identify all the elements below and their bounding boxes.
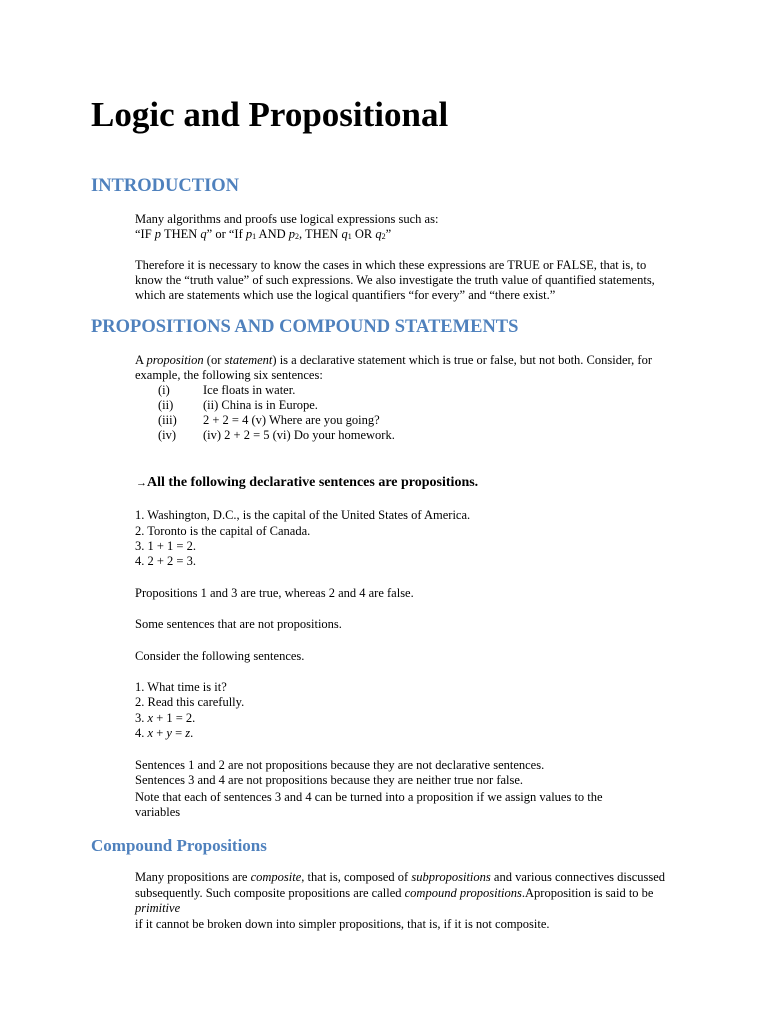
section-heading-propositions: PROPOSITIONS AND COMPOUND STATEMENTS [91, 317, 519, 337]
compound-line: if it cannot be broken down into simpler propositions, that is, if it is not composite. [135, 917, 550, 931]
bold-statement: →All the following declarative sentences are propositions. [136, 475, 479, 490]
list-number: (iv) [158, 428, 177, 442]
note-line: Sentences 3 and 4 are not propositions because they are neither true nor false. [135, 773, 524, 787]
sentence-item: 1. What time is it? [135, 680, 227, 694]
numbered-item: 1. Washington, D.C., is the capital of the United States of America. [135, 508, 471, 522]
compound-line: primitive [135, 901, 181, 915]
list-item: Ice floats in water. [203, 383, 296, 397]
list-number: (i) [158, 383, 170, 397]
list-item: (iv) 2 + 2 = 5 (vi) Do your homework. [203, 428, 395, 442]
intro-paragraph-line: Therefore it is necessary to know the cases in which these expressions are TRUE or FALSE, that is, to [135, 258, 647, 272]
sentence-item: 2. Read this carefully. [135, 695, 245, 709]
numbered-item: 4. 2 + 2 = 3. [135, 554, 196, 568]
section-heading-introduction: INTRODUCTION [91, 176, 240, 196]
list-number: (iii) [158, 413, 177, 427]
note-line: variables [135, 805, 181, 819]
note-line: Note that each of sentences 3 and 4 can be turned into a proposition if we assign values to the [135, 790, 603, 804]
arrow-icon: → [136, 477, 147, 489]
list-number: (ii) [158, 398, 174, 412]
note-line: Sentences 1 and 2 are not propositions because they are not declarative sentences. [135, 758, 545, 772]
intro-paragraph-line: know the “truth value” of such expressions. We also investigate the truth value of quantified statements, [135, 273, 655, 287]
intro-line-2: “IF p THEN q” or “If $p_1$ AND $p_2$, THEN $q_1$ OR $q_2$” [135, 227, 392, 241]
intro-paragraph-line: which are statements which use the logical quantifiers “for every” and “there exist.” [135, 288, 556, 302]
sentence-item: 3. x + 1 = 2. [135, 711, 196, 725]
compound-line: Many propositions are composite, that is, composed of subpropositions and various connectives discussed [135, 870, 666, 884]
definition-line-1: A proposition (or statement) is a declarative statement which is true or false, but not both. Consider, for [135, 353, 653, 367]
page-title: Logic and Propositional [91, 95, 449, 134]
paragraph: Consider the following sentences. [135, 649, 305, 663]
numbered-item: 2. Toronto is the capital of Canada. [135, 524, 311, 538]
list-item: 2 + 2 = 4 (v) Where are you going? [203, 413, 380, 427]
paragraph: Some sentences that are not propositions. [135, 617, 342, 631]
paragraph: Propositions 1 and 3 are true, whereas 2 and 4 are false. [135, 586, 414, 600]
numbered-item: 3. 1 + 1 = 2. [135, 539, 196, 553]
intro-line-1: Many algorithms and proofs use logical expressions such as: [135, 212, 439, 226]
section-heading-compound: Compound Propositions [91, 836, 267, 855]
compound-line: subsequently. Such composite propositions are called compound propositions.Aproposition is said to be [135, 886, 654, 900]
list-item: (ii) China is in Europe. [203, 398, 318, 412]
sentence-item: 4. x + y = z. [135, 726, 194, 740]
definition-line-2: example, the following six sentences: [135, 368, 323, 382]
